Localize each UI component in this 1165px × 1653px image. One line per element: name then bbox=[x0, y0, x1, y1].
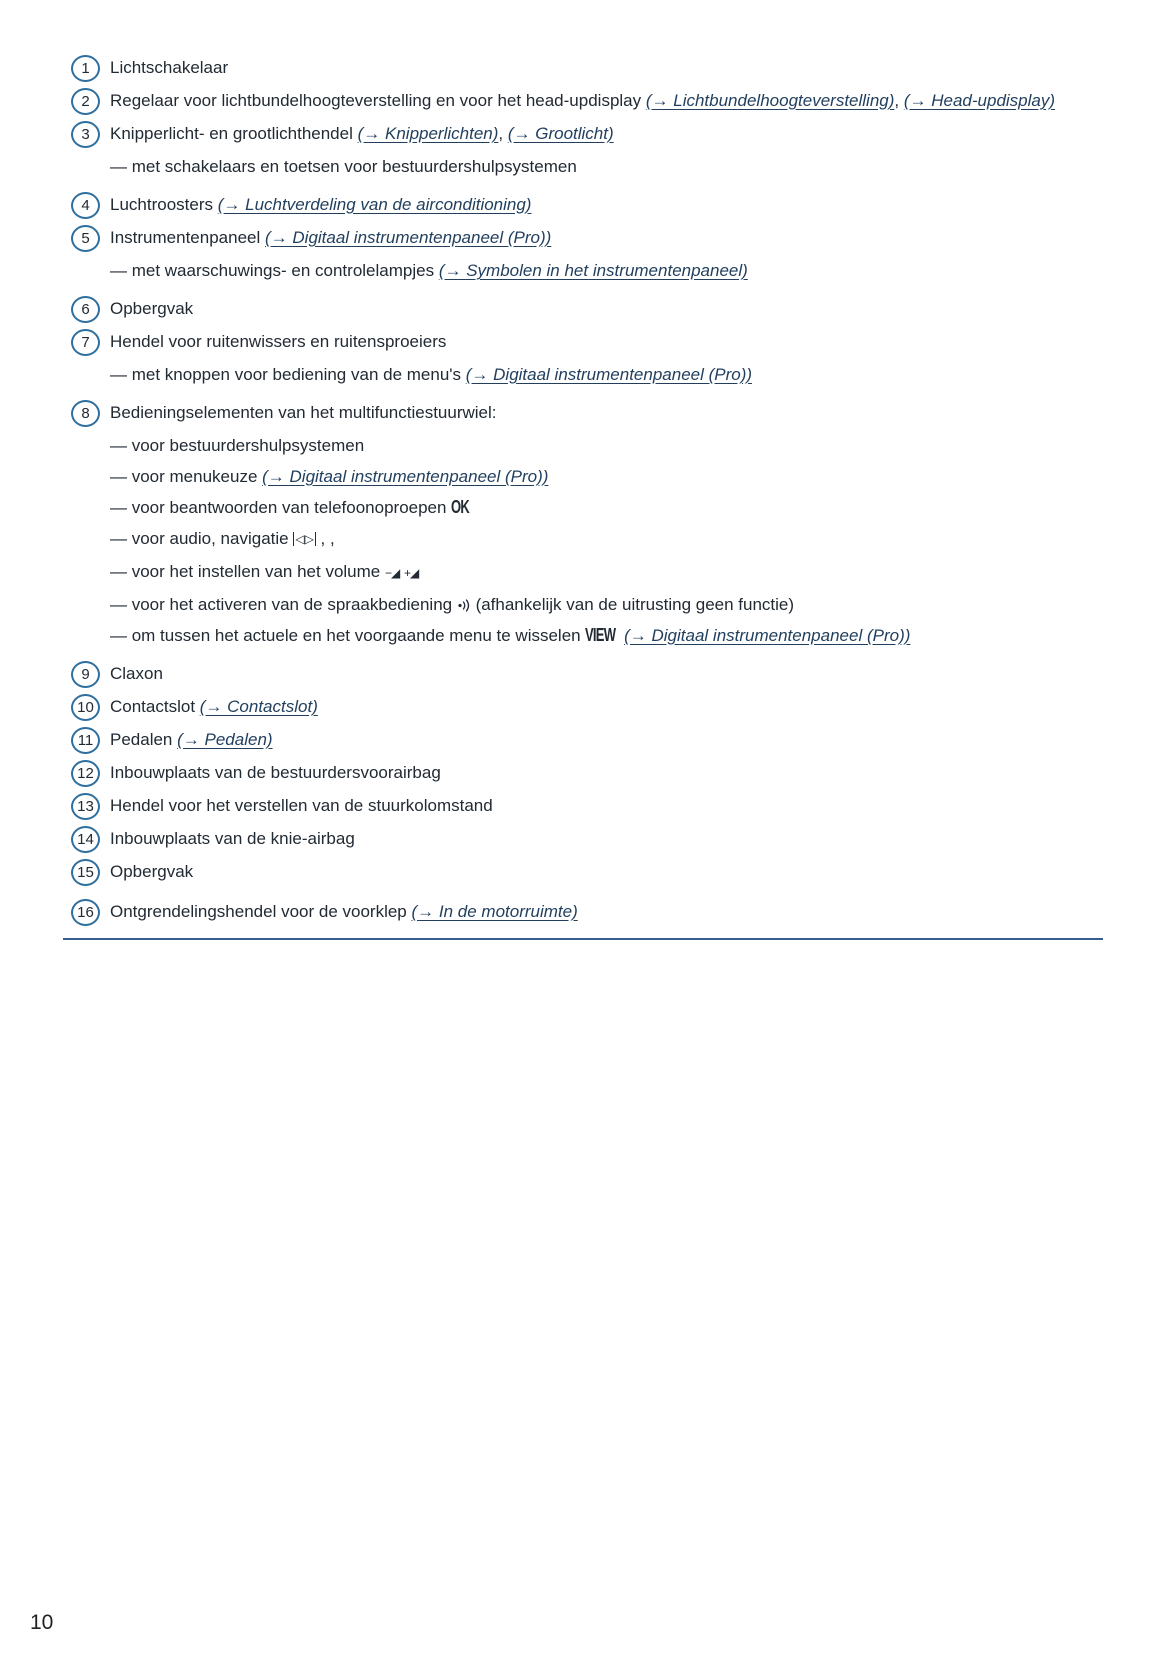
item-number-badge: 7 bbox=[71, 329, 100, 356]
item-number-badge: 6 bbox=[71, 296, 100, 323]
list-item bbox=[71, 121, 1105, 148]
item-text-segment: — met schakelaars en toetsen voor bestuurdershulpsystemen bbox=[110, 157, 577, 176]
sub-item bbox=[110, 526, 1040, 553]
item-number-badge: 11 bbox=[71, 727, 100, 754]
item-content bbox=[110, 329, 446, 354]
next-track-icon: ▷ bbox=[304, 532, 314, 546]
cross-reference-link[interactable]: (→ Head-updisplay) bbox=[903, 91, 1056, 110]
list-item bbox=[71, 88, 1105, 115]
item-content bbox=[110, 55, 228, 80]
sub-item bbox=[110, 495, 1040, 520]
item-text-segment: Opbergvak bbox=[110, 299, 194, 318]
page-number: 10 bbox=[30, 1611, 54, 1634]
item-number-badge: 9 bbox=[71, 661, 100, 688]
item-text-segment: Knipperlicht- en grootlichthendel bbox=[110, 124, 358, 143]
sub-item bbox=[110, 592, 1040, 617]
item-text-segment: Pedalen bbox=[110, 730, 178, 749]
item-number-badge: 4 bbox=[71, 192, 100, 219]
item-text-segment: Claxon bbox=[110, 664, 163, 683]
cross-reference-link[interactable]: (→ Digitaal instrumentenpaneel (Pro)) bbox=[465, 365, 753, 384]
list-item bbox=[71, 192, 1105, 219]
cross-reference-link[interactable]: (→ Digitaal instrumentenpaneel (Pro)) bbox=[262, 467, 549, 486]
list-item bbox=[71, 661, 1105, 688]
item-number-badge: 14 bbox=[71, 826, 100, 853]
item-content bbox=[110, 760, 441, 785]
item-text-segment: Regelaar voor lichtbundelhoogteverstelling en voor het head-updisplay bbox=[110, 91, 646, 110]
item-content bbox=[110, 192, 531, 217]
item-content bbox=[110, 121, 614, 146]
sub-item bbox=[110, 559, 1040, 586]
item-content bbox=[110, 826, 355, 851]
item-content bbox=[110, 400, 497, 425]
cross-reference-link[interactable]: (→ Grootlicht) bbox=[507, 124, 614, 143]
item-text-segment: Instrumentenpaneel bbox=[110, 228, 265, 247]
list-item bbox=[71, 55, 1105, 82]
list-item bbox=[71, 760, 1105, 787]
cross-reference-link[interactable]: (→ Pedalen) bbox=[177, 730, 273, 749]
item-text-segment: Opbergvak bbox=[110, 862, 194, 881]
list-item bbox=[71, 727, 1105, 754]
item-text-segment: — voor audio, navigatie bbox=[110, 529, 294, 548]
item-number-badge: 8 bbox=[71, 400, 100, 427]
list-item bbox=[71, 826, 1105, 853]
item-number-badge: 16 bbox=[71, 899, 100, 926]
item-text-segment: — voor menukeuze bbox=[110, 467, 263, 486]
item-content bbox=[110, 88, 1055, 113]
item-text-segment: — om tussen het actuele en het voorgaande menu te wisselen bbox=[110, 626, 586, 645]
ok-icon: OK bbox=[451, 497, 470, 517]
previous-track-icon: ◁ bbox=[295, 532, 305, 546]
sub-item bbox=[110, 433, 1040, 458]
item-text-segment: Hendel voor ruitenwissers en ruitensproeiers bbox=[110, 332, 447, 351]
item-content bbox=[110, 899, 578, 924]
item-text-segment: — voor bestuurdershulpsystemen bbox=[110, 436, 365, 455]
item-number-badge: 1 bbox=[71, 55, 100, 82]
item-number-badge: 12 bbox=[71, 760, 100, 787]
section-divider bbox=[63, 938, 1103, 940]
item-text-segment: (afhankelijk van de uitrusting geen functie) bbox=[475, 595, 795, 614]
cross-reference-link[interactable]: (→ Knipperlichten) bbox=[357, 124, 499, 143]
list-item bbox=[71, 296, 1105, 323]
item-content bbox=[110, 793, 493, 818]
item-text-segment: Contactslot bbox=[110, 697, 200, 716]
item-content bbox=[110, 859, 193, 884]
list-item bbox=[71, 859, 1105, 886]
item-text-segment: , bbox=[894, 91, 904, 110]
list-item bbox=[71, 899, 1105, 926]
item-number-badge: 3 bbox=[71, 121, 100, 148]
volume-down-icon: −◢ bbox=[384, 566, 400, 580]
item-text-segment: Inbouwplaats van de bestuurdersvoorairbag bbox=[110, 763, 441, 782]
item-text-segment: — met knoppen voor bediening van de menu's bbox=[110, 365, 466, 384]
item-content bbox=[110, 661, 163, 686]
list-item bbox=[71, 225, 1105, 252]
cross-reference-link[interactable]: (→ In de motorruimte) bbox=[411, 902, 578, 921]
sub-item bbox=[110, 258, 1040, 283]
item-content bbox=[110, 694, 318, 719]
item-text-segment: Bedieningselementen van het multifunctiestuurwiel: bbox=[110, 403, 497, 422]
item-content bbox=[110, 296, 193, 321]
sub-item bbox=[110, 464, 1040, 489]
list-item bbox=[71, 694, 1105, 721]
item-number-badge: 5 bbox=[71, 225, 100, 252]
voice-control-icon bbox=[457, 595, 476, 614]
item-list bbox=[71, 55, 1105, 926]
cross-reference-link[interactable]: (→ Digitaal instrumentenpaneel (Pro)) bbox=[265, 228, 552, 247]
item-number-badge: 2 bbox=[71, 88, 100, 115]
item-number-badge: 13 bbox=[71, 793, 100, 820]
item-number-badge: 15 bbox=[71, 859, 100, 886]
item-text-segment: Hendel voor het verstellen van de stuurkolomstand bbox=[110, 796, 493, 815]
item-text-segment: Lichtschakelaar bbox=[110, 58, 229, 77]
cross-reference-link[interactable]: (→ Contactslot) bbox=[199, 697, 318, 716]
view-icon: VIEW bbox=[585, 625, 616, 645]
item-text-segment: — voor beantwoorden van telefoonoproepen bbox=[110, 498, 452, 517]
volume-up-icon: +◢ bbox=[403, 566, 419, 580]
sub-item bbox=[110, 154, 1040, 179]
sub-item bbox=[110, 623, 1040, 648]
cross-reference-link[interactable]: (→ Lichtbundelhoogteverstelling) bbox=[645, 91, 895, 110]
item-text-segment: Inbouwplaats van de knie-airbag bbox=[110, 829, 355, 848]
item-text-segment: Ontgrendelingshendel voor de voorklep bbox=[110, 902, 412, 921]
cross-reference-link[interactable]: (→ Luchtverdeling van de airconditioning) bbox=[217, 195, 532, 214]
sub-item bbox=[110, 362, 1040, 387]
item-content bbox=[110, 225, 551, 250]
item-text-segment: — voor het instellen van het volume bbox=[110, 562, 385, 581]
cross-reference-link[interactable]: (→ Digitaal instrumentenpaneel (Pro)) bbox=[624, 626, 911, 645]
list-item bbox=[71, 793, 1105, 820]
item-text-segment: Luchtroosters bbox=[110, 195, 218, 214]
item-content bbox=[110, 727, 273, 752]
item-text-segment: — met waarschuwings- en controlelampjes bbox=[110, 261, 439, 280]
cross-reference-link[interactable]: (→ Symbolen in het instrumentenpaneel) bbox=[438, 261, 748, 280]
item-text-segment: , , bbox=[315, 529, 335, 548]
item-text-segment: — voor het activeren van de spraakbediening bbox=[110, 595, 457, 614]
list-item bbox=[71, 400, 1105, 427]
item-text-segment: , bbox=[498, 124, 508, 143]
list-item bbox=[71, 329, 1105, 356]
item-number-badge: 10 bbox=[71, 694, 100, 721]
